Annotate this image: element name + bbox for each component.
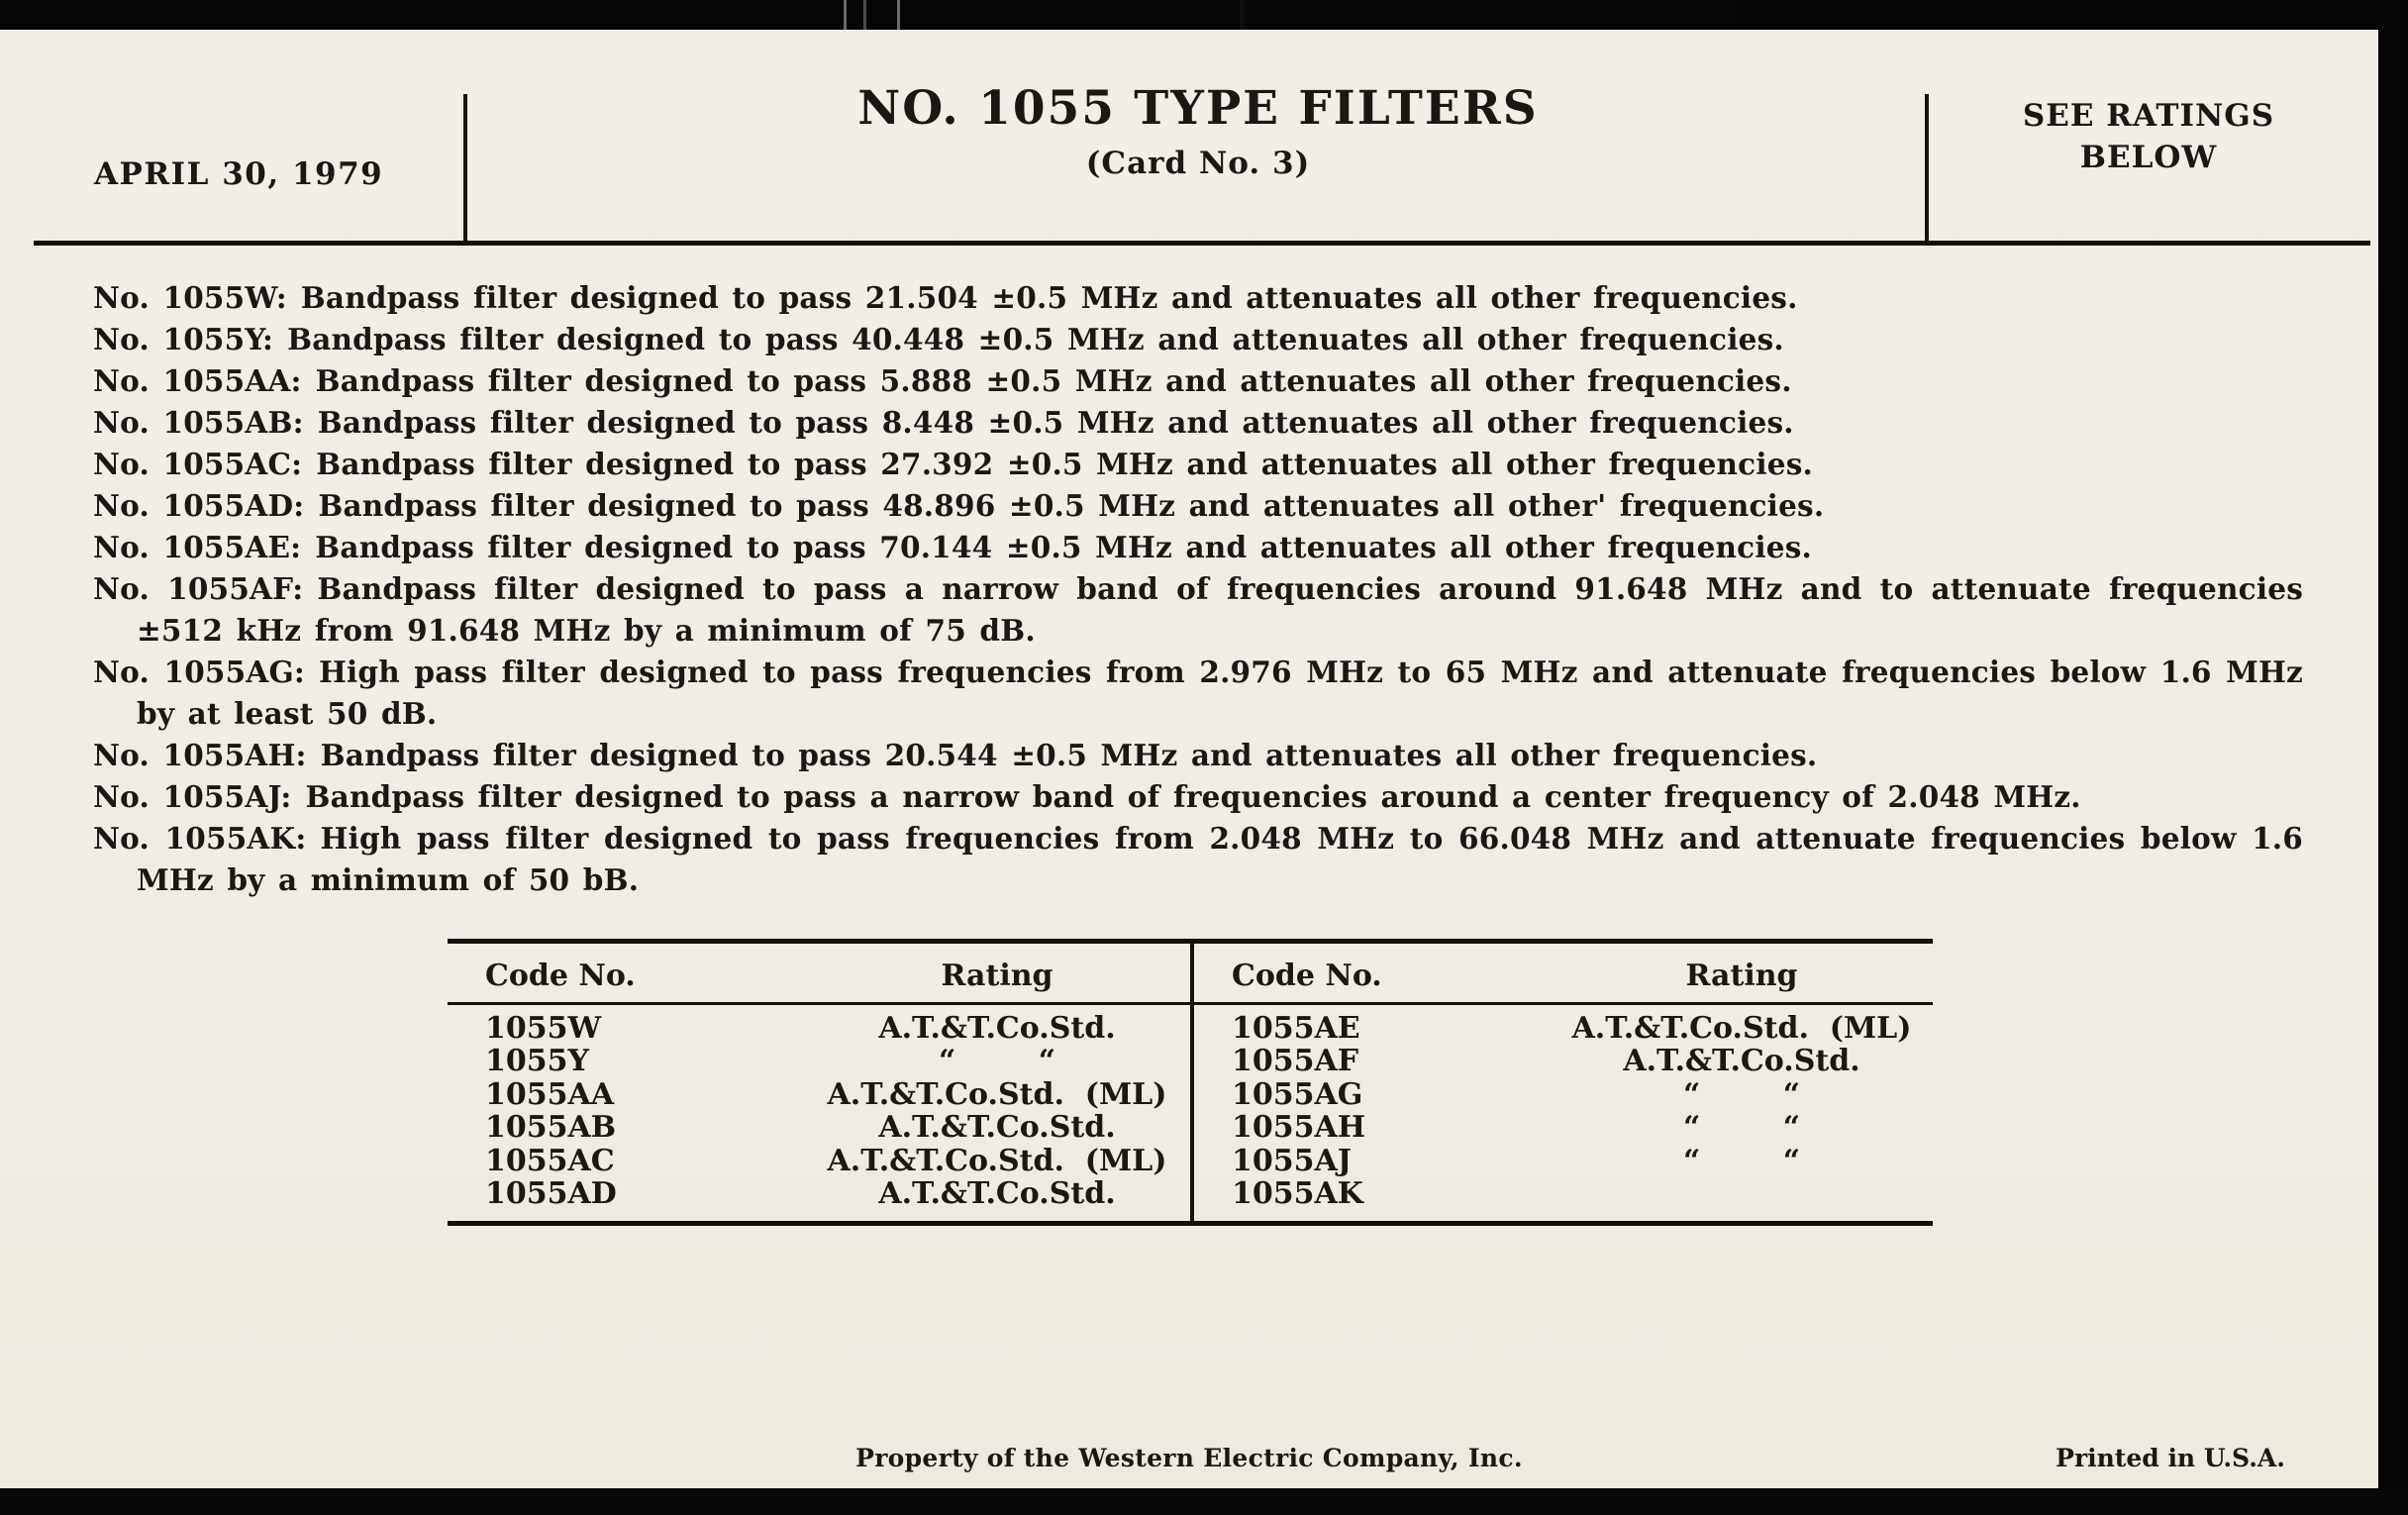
- table-row: [448, 1111, 1190, 1145]
- rating-cell: “ “: [1682, 1076, 1801, 1112]
- rating-cell: “ “: [938, 1044, 1056, 1078]
- title-block: [693, 81, 1703, 181]
- rating-cell: A.T.&T.Co.Std.: [1623, 1044, 1860, 1078]
- see-ratings-note: [1941, 95, 2357, 178]
- table-row: [1194, 1111, 1933, 1145]
- code-cell: 1055AF: [1232, 1044, 1359, 1078]
- filter-code: No. 1055AB:: [93, 405, 304, 440]
- rating-column-header: Rating: [1685, 959, 1798, 993]
- filter-code: No. 1055AG:: [93, 655, 305, 689]
- filter-text: Bandpass filter designed to pass a narrow band of frequencies around 91.648 MHz and to attenuate frequencies ±512 kHz from 91.648 MHz by a minimum of 75 dB.: [137, 571, 2304, 648]
- rating-cell: A.T.&T.Co.Std.: [878, 1010, 1116, 1046]
- code-cell: 1055AG: [1232, 1076, 1363, 1112]
- code-cell: 1055AJ: [1232, 1143, 1352, 1178]
- filter-text: Bandpass filter designed to pass 5.888 ±0.5 MHz and attenuates all other frequencies.: [315, 363, 1792, 398]
- filter-text: Bandpass filter designed to pass 21.504 ±0.5 MHz and attenuates all other frequencies.: [300, 280, 1798, 315]
- card-number-subtitle: (Card No. 3): [1085, 146, 1311, 181]
- filter-code: No. 1055AK:: [93, 821, 307, 856]
- filter-description: [93, 568, 2303, 652]
- rating-cell: [1461, 1177, 1933, 1211]
- table-header-row: [448, 944, 1190, 1005]
- table-row: [1194, 1145, 1933, 1178]
- rating-cell: A.T.&T.Co.Std. (ML): [1571, 1010, 1912, 1046]
- table-row: [1194, 1078, 1933, 1112]
- filter-code: No. 1055AH:: [93, 738, 307, 772]
- header-divider-right: [1925, 94, 1929, 243]
- table-row: [448, 1045, 1190, 1078]
- code-cell: 1055AD: [485, 1176, 617, 1211]
- filter-code: No. 1055Y:: [93, 322, 274, 356]
- scan-streak: [897, 0, 900, 30]
- rating-cell: A.T.&T.Co.Std.: [878, 1110, 1116, 1145]
- filter-description: [93, 735, 2303, 776]
- code-cell: 1055AE: [1232, 1010, 1360, 1046]
- ratings-table-left: [448, 944, 1190, 1221]
- filter-text: Bandpass filter designed to pass 70.144 ±0.5 MHz and attenuates all other frequencies.: [315, 530, 1812, 564]
- filter-description: [93, 776, 2303, 818]
- table-body: [1194, 1005, 1933, 1221]
- filter-code: No. 1055AE:: [93, 530, 302, 564]
- rating-cell: A.T.&T.Co.Std.: [878, 1176, 1116, 1211]
- rating-column-header: Rating: [941, 959, 1054, 993]
- rating-cell: “ “: [1682, 1143, 1801, 1178]
- table-row: [1194, 1012, 1933, 1046]
- table-row: [448, 1145, 1190, 1178]
- filter-description: [93, 444, 2303, 485]
- code-cell: 1055AC: [485, 1143, 615, 1178]
- filter-code: No. 1055AC:: [93, 447, 303, 481]
- code-cell: 1055W: [485, 1010, 602, 1046]
- filter-text: Bandpass filter designed to pass a narrow band of frequencies around a center frequency of 2.048 MHz.: [305, 779, 2081, 814]
- filter-code: No. 1055AD:: [93, 488, 305, 523]
- rating-cell: A.T.&T.Co.Std. (ML): [827, 1076, 1167, 1112]
- table-row: [448, 1177, 1190, 1211]
- table-row: [448, 1012, 1190, 1046]
- filter-description: [93, 527, 2303, 568]
- code-cell: 1055Y: [485, 1044, 589, 1078]
- filter-descriptions: [93, 277, 2303, 901]
- see-ratings-line2: BELOW: [2079, 140, 2218, 175]
- scan-streak: [844, 0, 847, 30]
- filter-description: [93, 652, 2303, 735]
- filter-text: High pass filter designed to pass frequencies from 2.048 MHz to 66.048 MHz and attenuate frequencies below 1.6 MHz by a minimum of 50 bB.: [137, 821, 2304, 897]
- filter-description: [93, 319, 2303, 360]
- table-row: [1194, 1045, 1933, 1078]
- filter-text: Bandpass filter designed to pass 20.544 ±0.5 MHz and attenuates all other frequencies.: [320, 738, 1818, 772]
- filter-text: Bandpass filter designed to pass 27.392 ±0.5 MHz and attenuates all other frequencies.: [316, 447, 1813, 481]
- header-divider-left: [463, 94, 467, 243]
- code-cell: 1055AK: [1232, 1176, 1363, 1211]
- filter-text: Bandpass filter designed to pass 48.896 ±0.5 MHz and attenuates all other' frequencies.: [318, 488, 1825, 523]
- scan-artifact-right-bar: [2378, 0, 2408, 1515]
- table-row: [1194, 1177, 1933, 1211]
- filter-code: No. 1055AA:: [93, 363, 302, 398]
- code-column-header: Code No.: [485, 959, 636, 993]
- rating-cell: “ “: [1682, 1110, 1801, 1145]
- see-ratings-line1: SEE RATINGS: [2022, 98, 2275, 134]
- ratings-table-right: [1190, 944, 1933, 1221]
- filter-description: [93, 485, 2303, 527]
- filter-description: [93, 360, 2303, 402]
- code-cell: 1055AH: [1232, 1110, 1366, 1145]
- page-title: NO. 1055 TYPE FILTERS: [857, 81, 1539, 136]
- code-cell: 1055AB: [485, 1110, 617, 1145]
- filter-description: [93, 277, 2303, 319]
- table-row: [448, 1078, 1190, 1112]
- filter-description: [93, 402, 2303, 444]
- footer-printed-in-usa: Printed in U.S.A.: [2056, 1444, 2285, 1472]
- filter-code: No. 1055W:: [93, 280, 287, 315]
- document-paper: [0, 30, 2378, 1488]
- filter-text: High pass filter designed to pass frequencies from 2.976 MHz to 65 MHz and attenuate frequencies below 1.6 MHz by at least 50 dB.: [137, 655, 2303, 731]
- ratings-table: [448, 939, 1933, 1226]
- document-date: APRIL 30, 1979: [94, 156, 384, 192]
- rating-cell: A.T.&T.Co.Std. (ML): [827, 1143, 1167, 1178]
- scan-artifact-bottom-bar: [0, 1488, 2408, 1515]
- footer-property-notice: Property of the Western Electric Company, Inc.: [855, 1444, 1523, 1472]
- filter-text: Bandpass filter designed to pass 40.448 ±0.5 MHz and attenuates all other frequencies.: [287, 322, 1784, 356]
- code-cell: 1055AA: [485, 1076, 615, 1112]
- filter-description: [93, 818, 2303, 901]
- code-column-header: Code No.: [1232, 959, 1382, 993]
- table-header-row: [1194, 944, 1933, 1005]
- table-body: [448, 1005, 1190, 1221]
- filter-text: Bandpass filter designed to pass 8.448 ±0.5 MHz and attenuates all other frequencies.: [317, 405, 1794, 440]
- filter-code: No. 1055AJ:: [93, 779, 292, 814]
- filter-code: No. 1055AF:: [93, 571, 304, 606]
- header-rule: [34, 241, 2370, 246]
- scan-streak: [863, 0, 866, 30]
